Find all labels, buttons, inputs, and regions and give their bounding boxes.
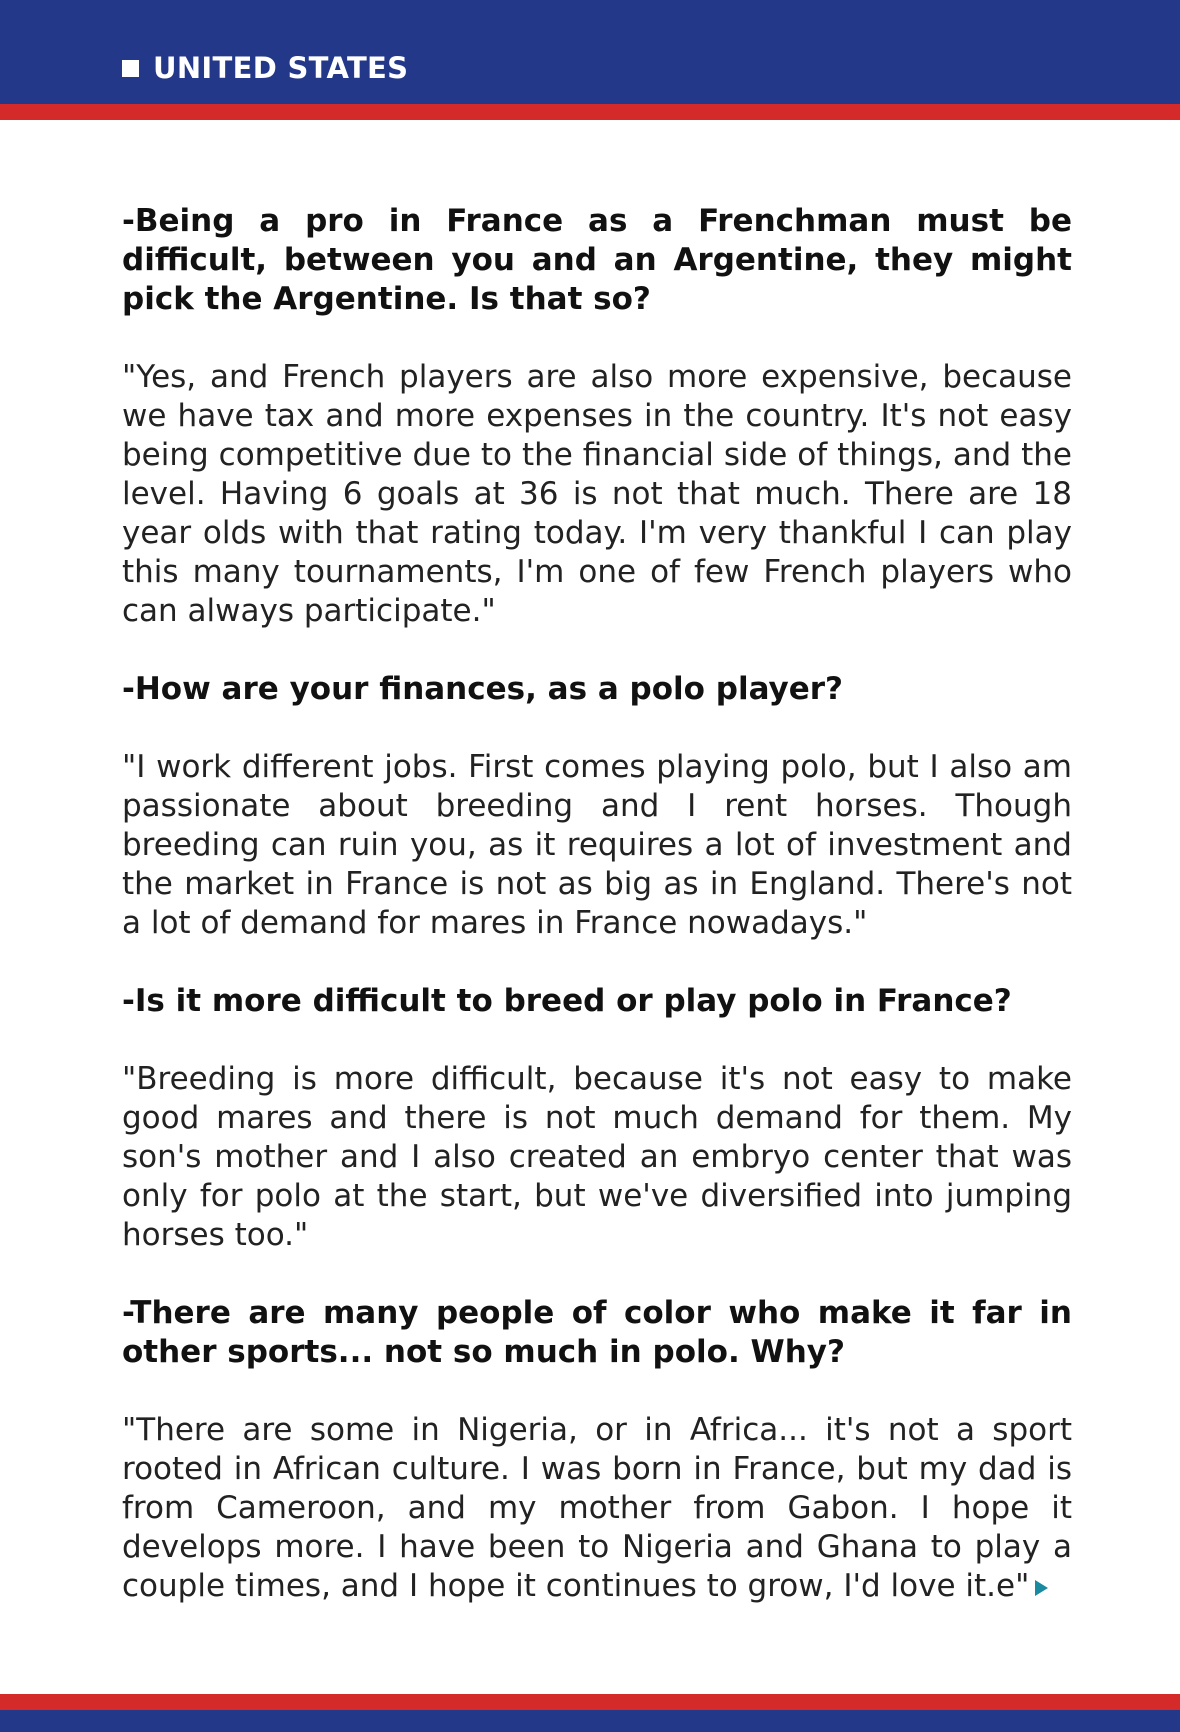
header-stripe [0,104,1180,120]
section-title: UNITED STATES [153,51,409,85]
question-2: -How are your finances, as a polo player? [122,671,844,707]
section-label [122,48,408,88]
question-4: -There are many people of color who make it far in other sports... not so much in polo. Why? [122,1295,1072,1370]
footer-stripe [0,1694,1180,1710]
interview-body [122,202,1072,1606]
answer-1: "Yes, and French players are also more expensive, because we have tax and more expenses in the country. It's not easy being competitive due to the financial side of things, and the level. Having 6 goals at 36 is not that much. There are 18 year olds with that rating today. I'm very thankful I can play this many tournaments, I'm one of few French players who can always participate." [122,359,1072,629]
answer-3: "Breeding is more difficult, because it's not easy to make good mares and there is not much demand for them. My son's mother and I also created an embryo center that was only for polo at the start, but we've diversified into jumping horses too." [122,1061,1072,1253]
answer-4: "There are some in Nigeria, or in Africa... it's not a sport rooted in African culture. I was born in France, but my dad is from Cameroon, and my mother from Gabon. I hope it develops more. I have been to Nigeria and Ghana to play a couple times, and I hope it continues to grow, I'd love it.e" [122,1412,1072,1604]
question-1: -Being a pro in France as a Frenchman must be difficult, between you and an Argentine, they might pick the Argentine. Is that so? [122,203,1072,317]
answer-2: "I work different jobs. First comes playing polo, but I also am passionate about breeding and I rent horses. Though breeding can ruin you, as it requires a lot of investment and the market in France is not as big as in England. There's not a lot of demand for mares in France nowadays." [122,749,1072,941]
footer-bar [0,1710,1180,1732]
square-bullet-icon [122,60,139,77]
question-3: -Is it more difficult to breed or play polo in France? [122,983,1012,1019]
triangle-right-icon [1035,1580,1048,1596]
answer-4-paragraph [122,1411,1072,1606]
